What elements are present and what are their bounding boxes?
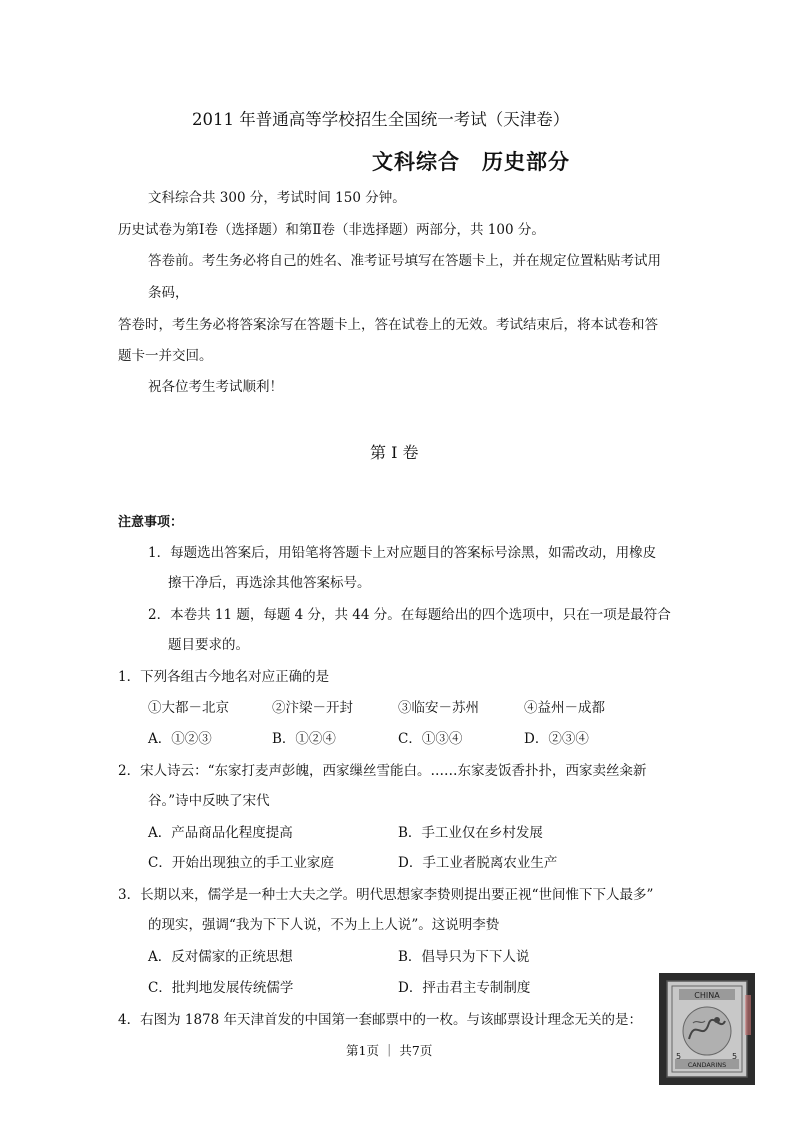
q1-statement-4: ④益州－成都	[524, 700, 605, 716]
q2-stem-line-1: 2．宋人诗云：“东家打麦声彭魄，西家缫丝雪能白。……东家麦饭香扑扑，西家卖丝籴新	[118, 763, 647, 779]
page-footer: 第1页 ｜ 共7页	[346, 1043, 433, 1058]
stamp-bottom-text: CANDARINS	[687, 1061, 727, 1069]
q2-option-d: D．手工业者脱离农业生产	[398, 855, 558, 871]
intro-line-3: 答卷前。考生务必将自己的姓名、准考证号填写在答题卡上，并在规定位置粘贴考试用	[148, 253, 661, 269]
section-title: 第 Ⅰ 卷	[370, 443, 419, 462]
q3-option-a: A．反对儒家的正统思想	[148, 949, 293, 965]
q2-option-b: B．手工业仅在乡村发展	[398, 825, 543, 841]
q1-option-d: D．②③④	[524, 731, 589, 747]
notice-item-1: 1．每题选出答案后，用铅笔将答题卡上对应题目的答案标号涂黑，如需改动，用橡皮	[148, 545, 657, 561]
q1-stem: 1．下列各组古今地名对应正确的是	[118, 669, 330, 685]
q1-option-b: B．①②④	[272, 731, 336, 747]
q4-stem: 4．右图为 1878 年天津首发的中国第一套邮票中的一枚。与该邮票设计理念无关的是：	[118, 1012, 643, 1028]
notice-item-2-cont: 题目要求的。	[168, 637, 249, 653]
exam-title: 2011 年普通高等学校招生全国统一考试（天津卷）	[192, 110, 570, 129]
q2-option-c: C．开始出现独立的手工业家庭	[148, 855, 334, 871]
intro-line-7: 祝各位考生考试顺利！	[148, 379, 283, 395]
q3-option-b: B．倡导只为下下人说	[398, 949, 530, 965]
notice-item-1-cont: 擦干净后，再选涂其他答案标号。	[168, 575, 371, 591]
stamp-value-left: 5	[676, 1052, 682, 1061]
q2-option-a: A．产品商品化程度提高	[148, 825, 293, 841]
stamp-top-text: CHINA	[694, 991, 720, 1000]
q1-option-c: C．①③④	[398, 731, 463, 747]
stamp-graphic	[659, 973, 755, 1085]
intro-line-6: 题卡一并交回。	[118, 348, 213, 364]
intro-line-5: 答卷时，考生务必将答案涂写在答题卡上，答在试卷上的无效。考试结束后，将本试卷和答	[118, 317, 658, 333]
exam-subtitle: 文科综合 历史部分	[372, 150, 570, 174]
q1-statement-2: ②汴梁－开封	[272, 700, 353, 716]
q3-option-d: D．抨击君主专制制度	[398, 980, 531, 996]
q3-option-c: C．批判地发展传统儒学	[148, 980, 294, 996]
intro-line-4: 条码，	[148, 285, 189, 301]
q1-option-a: A．①②③	[148, 731, 212, 747]
notice-heading: 注意事项：	[118, 515, 184, 530]
q3-stem-line-2: 的现实，强调“我为下下人说，不为上上人说”。这说明李贽	[148, 917, 500, 933]
intro-line-2: 历史试卷为第Ⅰ卷（选择题）和第Ⅱ卷（非选择题）两部分，共 100 分。	[118, 222, 545, 238]
q2-stem-line-2: 谷。”诗中反映了宋代	[148, 793, 270, 809]
stamp-value-right: 5	[732, 1052, 738, 1061]
stamp-image	[659, 973, 755, 1085]
q1-statement-3: ③临安－苏州	[398, 700, 479, 716]
notice-item-2: 2．本卷共 11 题，每题 4 分，共 44 分。在每题给出的四个选项中，只在一项是最符合	[148, 607, 671, 623]
q3-stem-line-1: 3．长期以来，儒学是一种士大夫之学。明代思想家李贽则提出要正视“世间惟下下人最多”	[118, 887, 654, 903]
intro-line-1: 文科综合共 300 分，考试时间 150 分钟。	[148, 190, 406, 206]
q1-statement-1: ①大都－北京	[148, 700, 229, 716]
